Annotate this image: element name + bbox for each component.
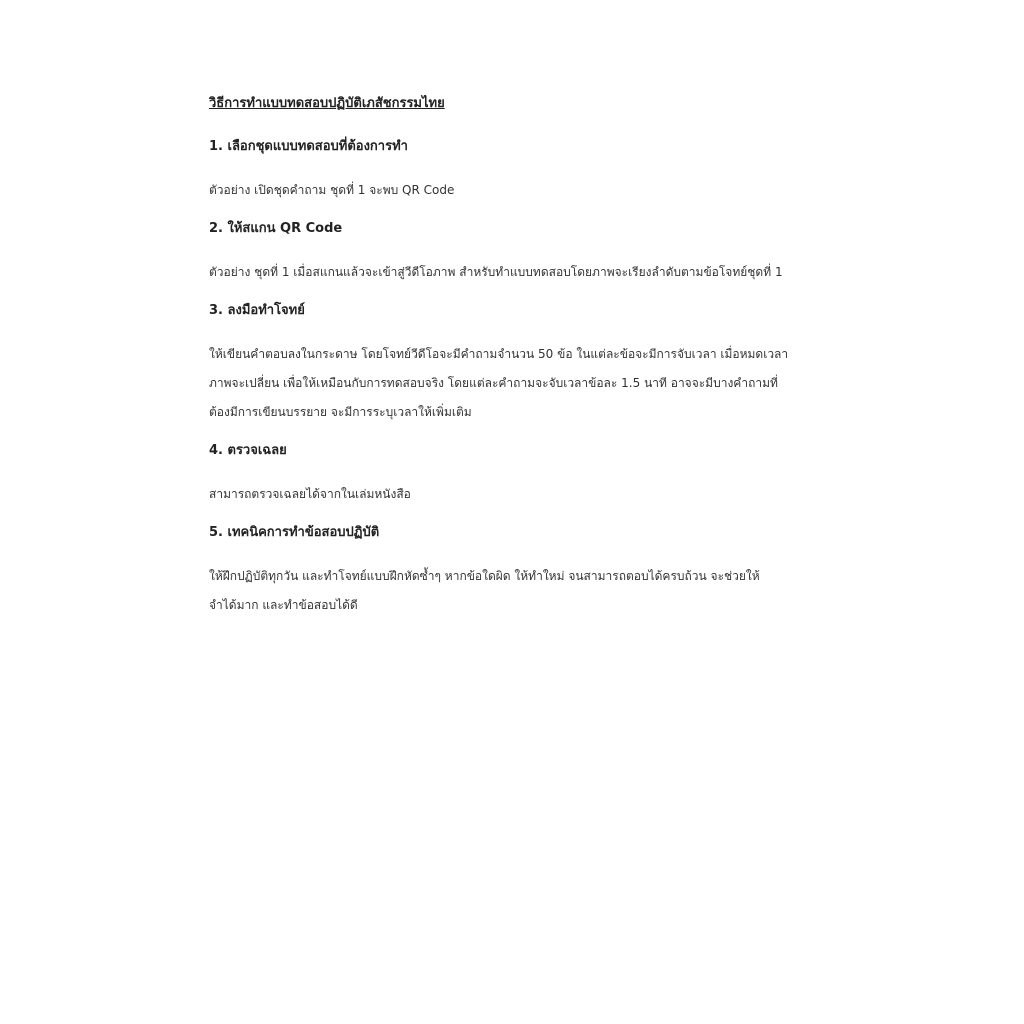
paragraph-line: สามารถตรวจเฉลยได้จากในเล่มหนังสือ	[209, 487, 411, 501]
document-body	[209, 94, 824, 633]
section-text-1	[209, 176, 824, 205]
paragraph-line: จำได้มาก และทำข้อสอบได้ดี	[209, 598, 358, 612]
section-text-5	[209, 562, 824, 620]
section-heading-3: 3. ลงมือทำโจทย์	[209, 303, 305, 318]
paragraph-line: ให้เขียนคำตอบลงในกระดาษ โดยโจทย์วีดีโอจะมีคำถามจำนวน 50 ข้อ ในแต่ละข้อจะมีการจับเวลา เมื่อหมดเวลา	[209, 347, 789, 361]
paragraph-line: ตัวอย่าง เปิดชุดคำถาม ชุดที่ 1 จะพบ QR Code	[209, 183, 455, 197]
document-title: วิธีการทำแบบทดสอบปฏิบัติเภสัชกรรมไทย	[209, 96, 445, 111]
section-text-2	[209, 258, 824, 287]
section-text-4	[209, 480, 824, 509]
section-text-3	[209, 340, 824, 427]
paragraph-line: ภาพจะเปลี่ยน เพื่อให้เหมือนกับการทดสอบจริง โดยแต่ละคำถามจะจับเวลาข้อละ 1.5 นาที อาจจะมีบางคำถามที่	[209, 376, 778, 390]
paragraph-line: ต้องมีการเขียนบรรยาย จะมีการระบุเวลาให้เพิ่มเติม	[209, 405, 472, 419]
paragraph-line: ตัวอย่าง ชุดที่ 1 เมื่อสแกนแล้วจะเข้าสู่วีดีโอภาพ สำหรับทำแบบทดสอบโดยภาพจะเรียงลำดับตามข้อโจทย์ชุดที่ 1	[209, 265, 783, 279]
paragraph-line: ให้ฝึกปฏิบัติทุกวัน และทำโจทย์แบบฝึกหัดซ้ำๆ หากข้อใดผิด ให้ทำใหม่ จนสามารถตอบได้ครบถ้วน จะช่วยให้	[209, 569, 760, 583]
section-heading-5: 5. เทคนิคการทำข้อสอบปฏิบัติ	[209, 525, 380, 540]
section-heading-2: 2. ให้สแกน QR Code	[209, 221, 343, 236]
section-heading-4: 4. ตรวจเฉลย	[209, 443, 287, 458]
section-heading-1: 1. เลือกชุดแบบทดสอบที่ต้องการทำ	[209, 139, 408, 154]
